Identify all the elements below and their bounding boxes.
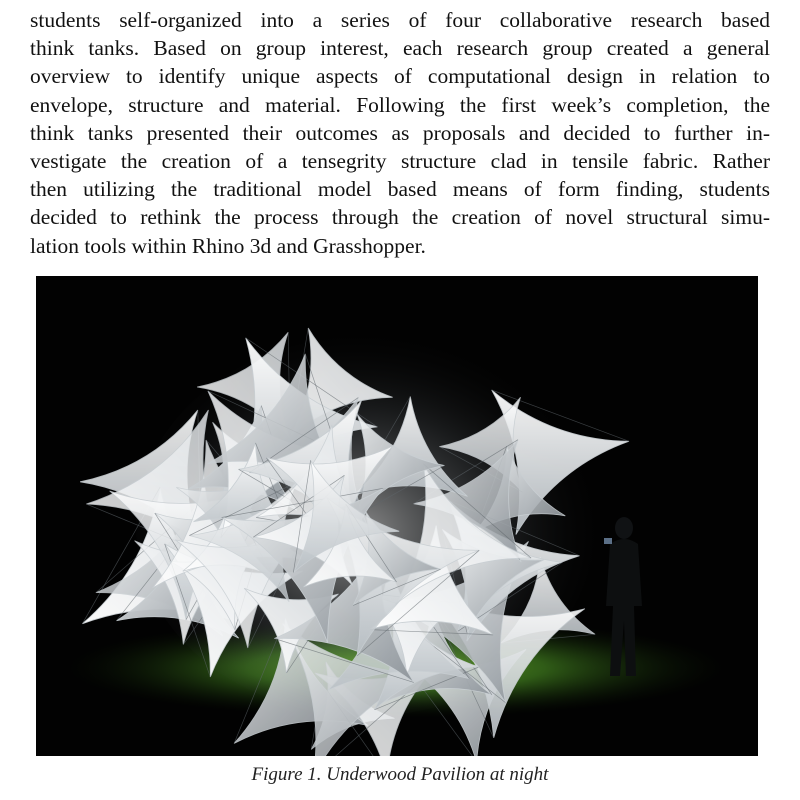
pavilion-illustration	[36, 276, 758, 756]
paragraph-line: vestigate the creation of a tensegrity structure clad in tensile fabric. Rather	[30, 149, 770, 174]
paragraph-line: envelope, structure and material. Following the first week’s completion, the	[30, 92, 770, 117]
paragraph-line: students self-organized into a series of four collaborative research based	[30, 8, 770, 32]
paragraph-line: lation tools within Rhino 3d and Grasshopper.	[30, 233, 426, 258]
paragraph-line: think tanks. Based on group interest, each research group created a general	[30, 36, 770, 61]
figure-caption: Figure 1. Underwood Pavilion at night	[251, 764, 549, 785]
paragraph-line: overview to identify unique aspects of computational design in relation to	[30, 64, 770, 89]
pavilion-photo	[36, 276, 758, 756]
paragraph-line: decided to rethink the process through the creation of novel structural simu-	[30, 205, 770, 230]
paragraph-line: then utilizing the traditional model based means of form finding, students	[30, 177, 770, 202]
body-paragraph	[30, 6, 770, 260]
paragraph-line: think tanks presented their outcomes as proposals and decided to further in-	[30, 120, 770, 145]
